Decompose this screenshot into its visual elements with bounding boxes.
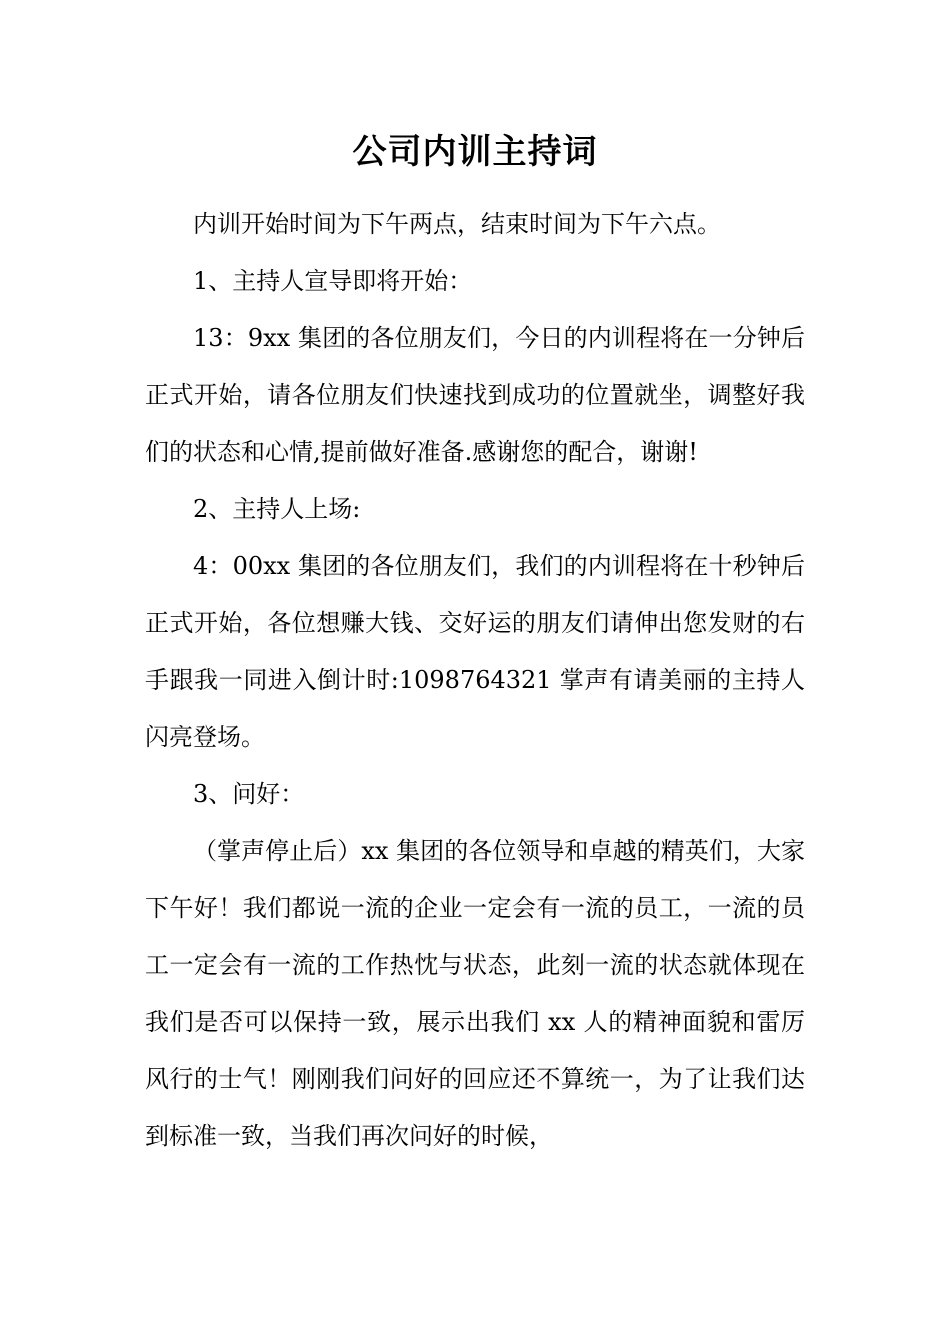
paragraph-section-3-heading: 3、问好： <box>193 780 305 808</box>
paragraph-section-3-body: （掌声停止后）xx 集团的各位领导和卓越的精英们，大家下午好！我们都说一流的企业一定会有一流的员工，一流的员工一定会有一流的工作热忱与状态，此刻一流的状态就体现在我们是否可以保持一致，展示出我们 xx 人的精神面貌和雷厉风行的士气！刚刚我们问好的回应还不算统一，为了让我们达到标准一致，当我们再次问好的时候， <box>145 837 805 1150</box>
paragraph-section-2-heading: 2、主持人上场: <box>193 495 361 523</box>
document-body <box>145 196 805 1165</box>
paragraph-time-info: 内训开始时间为下午两点，结束时间为下午六点。 <box>193 210 721 238</box>
paragraph-section-1-body: 13：9xx 集团的各位朋友们，今日的内训程将在一分钟后正式开始，请各位朋友们快速找到成功的位置就坐，调整好我们的状态和心情,提前做好准备.感谢您的配合，谢谢! <box>145 324 805 466</box>
document-title: 公司内训主持词 <box>352 132 598 172</box>
paragraph-section-1-heading: 1、主持人宣导即将开始： <box>193 267 473 295</box>
paragraph-section-2-body: 4：00xx 集团的各位朋友们，我们的内训程将在十秒钟后正式开始，各位想赚大钱、交好运的朋友们请伸出您发财的右手跟我一同进入倒计时:1098764321 掌声有请美丽的主持人闪亮登场。 <box>145 552 805 751</box>
